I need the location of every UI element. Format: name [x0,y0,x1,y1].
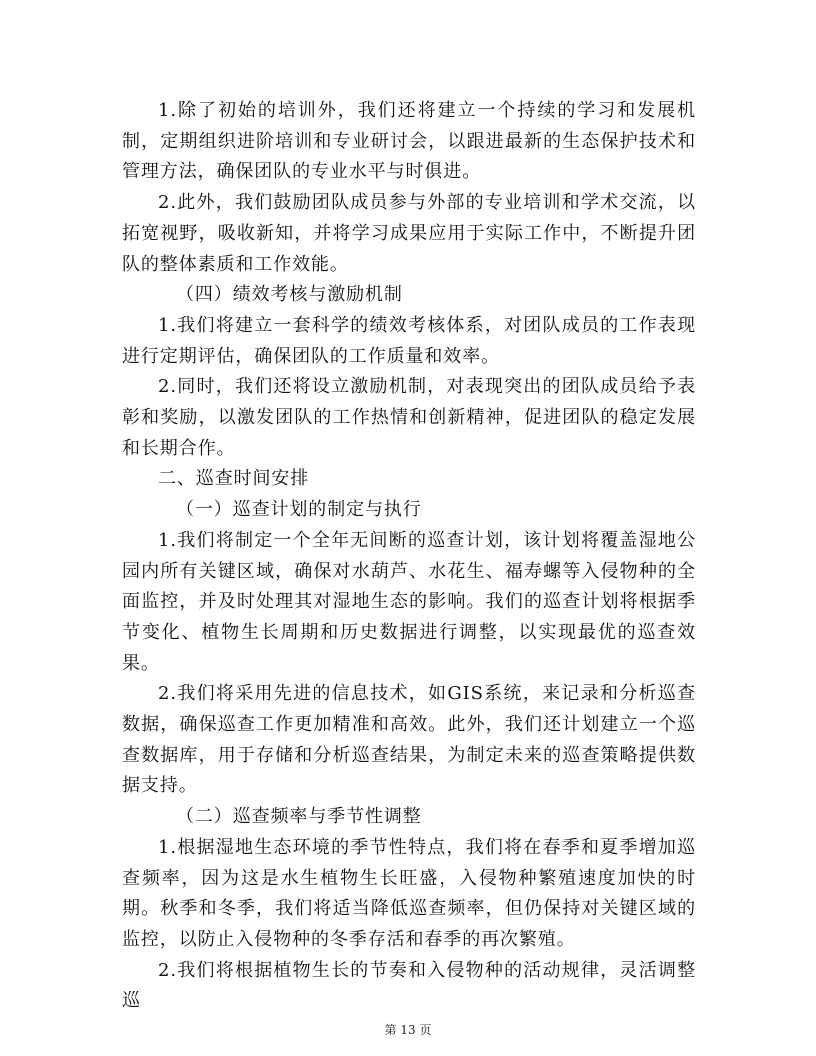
paragraph-performance-system: 1.我们将建立一套科学的绩效考核体系，对团队成员的工作表现进行定期评估，确保团队的工作质量和效率。 [122,314,696,367]
section-heading-patrol-frequency: （二）巡查频率与季节性调整 [176,806,422,828]
section-heading-performance: （四）绩效考核与激励机制 [176,284,403,306]
paragraph-patrol-frequency-seasonal: 1.根据湿地生态环境的季节性特点，我们将在春季和夏季增加巡查频率，因为这是水生植物生长旺盛，入侵物种繁殖速度加快的时期。秋季和冬季，我们将适当降低巡查频率，但仍保持对关键区域的监控，以防止入侵物种的冬季存活和春季的再次繁殖。 [122,836,696,950]
paragraph-incentive-mechanism: 2.同时，我们还将设立激励机制，对表现突出的团队成员给予表彰和奖励，以激发团队的工作热情和创新精神，促进团队的稳定发展和长期合作。 [122,376,696,459]
section-heading-patrol-plan: （一）巡查计划的制定与执行 [176,499,422,521]
page-number: 第 13 页 [384,1023,432,1037]
document-body [122,96,696,1017]
paragraph-training-continuous: 1.除了初始的培训外，我们还将建立一个持续的学习和发展机制，定期组织进阶培训和专业研讨会，以跟进最新的生态保护技术和管理方法，确保团队的专业水平与时俱进。 [122,100,696,183]
paragraph-patrol-plan-gis: 2.我们将采用先进的信息技术，如GIS系统，来记录和分析巡查数据，确保巡查工作更加精准和高效。此外，我们还计划建立一个巡查数据库，用于存储和分析巡查结果，为制定未来的巡查策略提供数据支持。 [122,683,696,797]
paragraph-patrol-plan-yearround: 1.我们将制定一个全年无间断的巡查计划，该计划将覆盖湿地公园内所有关键区域，确保对水葫芦、水花生、福寿螺等入侵物种的全面监控，并及时处理其对湿地生态的影响。我们的巡查计划将根据季节变化、植物生长周期和历史数据进行调整，以实现最优的巡查效果。 [122,529,696,674]
chapter-heading-patrol-schedule: 二、巡查时间安排 [158,468,310,490]
paragraph-training-external: 2.此外，我们鼓励团队成员参与外部的专业培训和学术交流，以拓宽视野，吸收新知，并将学习成果应用于实际工作中，不断提升团队的整体素质和工作效能。 [122,192,696,275]
paragraph-patrol-frequency-rhythm: 2.我们将根据植物生长的节奏和入侵物种的活动规律，灵活调整巡 [122,959,696,1012]
